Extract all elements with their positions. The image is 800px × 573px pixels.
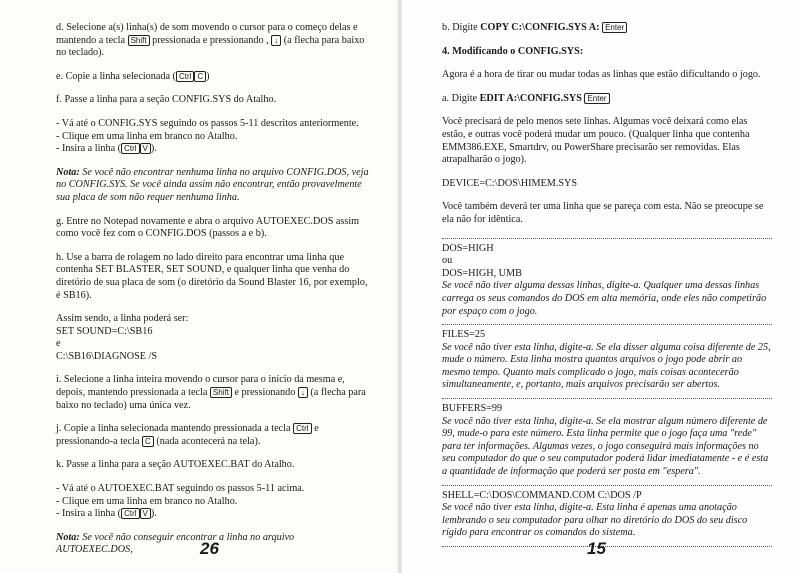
c-key-icon: C [142,436,154,447]
step-j: j. Copie a linha selecionada mantendo pressionada a tecla Ctrl e pressionando-a tecla C (nada acontecerá na tela). [56,423,319,447]
c-key-icon: C [194,71,206,82]
list-item: - Clique em uma linha em branco no Atalho. [56,495,238,507]
config-entry-buffers: BUFFERS=99 Se você não tiver esta linha, digite-a. Se ela mostrar algum número diferente de 99, mude-o para este número. Esta linha permite que o jogo faça uma "rede" para ter informações. Algumas vezes, o jogo conseguirá mais informações no seu computador do que o seu computador poderá lidar imediatamente - e é esta a quantidade de informação que poderá ser posta em "espera". [442,398,772,479]
step-h: h. Use a barra de rolagem no lado direito para encontrar uma linha que contenha SET BLASTER, SET SOUND, e qualquer linha que venha do diretório de sua placa de som (o diretório da Sound Blaster 16, por exemplo, é SB16). [56,251,368,301]
divider [442,546,772,551]
enter-key-icon: Enter [602,22,627,33]
paragraph-similar: Você também deverá ter uma linha que se pareça com esta. Não se preocupe se ela não for idêntica. [442,201,764,225]
ctrl-key-icon: Ctrl [293,423,311,434]
list-item: - Vá até o CONFIG.SYS seguindo os passos 5-11 descritos anteriormente. [56,117,359,129]
enter-key-icon: Enter [584,93,609,104]
code-line: SET SOUND=C:\SB16 [56,325,153,337]
note-autoexec: Nota: Se você não conseguir encontrar a linha no arquivo AUTOEXEC.DOS, [56,531,295,556]
right-page [402,0,800,573]
list-item: - Clique em uma linha em branco no Atalho. [56,130,238,142]
device-line: DEVICE=C:\DOS\HIMEM.SYS [442,177,578,189]
paragraph-lines: Você precisará de pelo menos sete linhas. Algumas você deixará como elas estão, e outras você poderá mudar um pouco. (Qualquer linha que contenha EMM386.EXE, Smartdrv, ou PowerShare precisarão ser removidas. Elas atrapalharão o jogo). [442,116,750,166]
v-key-icon: V [140,508,151,519]
note-config: Nota: Se você não encontrar nenhuma linha no arquivo CONFIG.DOS, veja no CONFIG.SYS. Se você ainda assim não encontrar, então provavelmente sua placa de som não requer nenhuma linha. [56,166,369,203]
step-a: a. Digite EDIT A:\CONFIG.SYS Enter [442,93,772,106]
v-key-icon: V [140,143,151,154]
example-lines: Assim sendo, a linha poderá ser: SET SOUND=C:\SB16 e C:\SB16\DIAGNOSE /S [56,313,189,362]
code-line: C:\SB16\DIAGNOSE /S [56,350,158,362]
step-d: d. Selecione a(s) linha(s) de som movendo o cursor para o começo delas e mantendo a tecla Shift pressionada e pressionando , ↓ (a flecha para baixo no teclado). [56,22,365,59]
left-page-content [56,22,372,557]
ctrl-key-icon: Ctrl [121,508,139,519]
shift-key-icon: Shift [128,35,150,46]
list-autoexec: - Vá até o AUTOEXEC.BAT seguindo os passos 5-11 acima. - Clique em uma linha em branco no Atalho. - Insira a linha ( Ctrl V ). [56,483,305,520]
list-item: - Vá até o AUTOEXEC.BAT seguindo os passos 5-11 acima. [56,483,305,495]
down-arrow-key-icon: ↓ [298,387,308,398]
step-f: f. Passe a linha para a seção CONFIG.SYS do Atalho. [56,94,277,106]
code-line: e [56,338,61,350]
left-page [0,0,398,573]
page-number-left: 26 [200,539,219,558]
section-heading: 4. Modificando o CONFIG.SYS: [442,45,584,57]
note-label: Nota: [56,531,80,543]
page-number-right: 15 [587,539,606,558]
ctrl-key-icon: Ctrl [176,71,194,82]
ctrl-key-icon: Ctrl [121,143,139,154]
step-g: g. Entre no Notepad novamente e abra o arquivo AUTOEXEC.DOS assim como você fez com o CONFIG.DOS (passos a e b). [56,215,360,240]
step-e: e. Copie a linha selecionada ( Ctrl C ) [56,70,210,82]
down-arrow-key-icon: ↓ [271,35,281,46]
config-entry-shell: SHELL=C:\DOS\COMMAND.COM C:\DOS /P Se você não tiver esta linha, digite-a. Esta linha é apenas uma anotação lembrando o seu computador para olhar no diretório do DOS do seu disco rígido para encontrar os comandos do sistema. [442,485,772,540]
step-k: k. Passe a linha para a seção AUTOEXEC.BAT do Atalho. [56,459,295,471]
list-config: - Vá até o CONFIG.SYS seguindo os passos 5-11 descritos anteriormente. - Clique em uma linha em branco no Atalho. - Insira a linha ( Ctrl V ). [56,117,359,155]
right-page-content [442,22,772,555]
intro-paragraph: Agora é a hora de tirar ou mudar todas as linhas que estão dificultando o jogo. [442,69,761,81]
step-b: b. Digite COPY C:\CONFIG.SYS A: Enter [442,22,772,35]
config-entry-dos: DOS=HIGH ou DOS=HIGH, UMB Se você não tiver alguma dessas linhas, digite-a. Qualquer uma dessas linhas carrega os seus comandos do DOS em alta memória, onde eles não competirão por espaço com o jogo. [442,238,772,319]
config-entry-files: FILES=25 Se você não tiver esta linha, digite-a. Se ela disser alguma coisa diferente de 25, mude o número. Esta linha mostra quantos arquivos o jogo pode abrir ao mesmo tempo. Quanto mais complicado o jogo, mais coisas acontecerão simultaneamente, e, portanto, mais arquivos precisarão ser abertos. [442,324,772,392]
shift-key-icon: Shift [210,387,232,398]
step-i: i. Selecione a linha inteira movendo o cursor para o início da mesma e, depois, mantendo pressionada a tecla Shift e pressionando ↓ (a flecha para baixo no teclado) uma única vez. [56,374,366,411]
note-label: Nota: [56,166,80,178]
